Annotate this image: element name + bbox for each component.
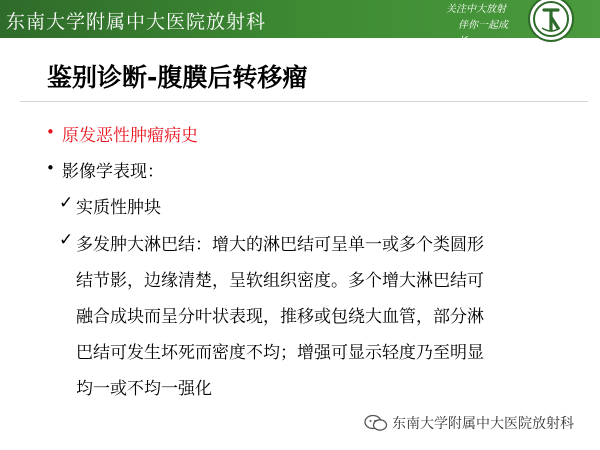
check-item-lymph-line-4: 巴结可发生坏死而密度不均；增强可显示轻度乃至明显: [76, 343, 484, 363]
footer-watermark: 东南大学附属中大医院放射科: [392, 416, 574, 432]
slogan-line-1: 关注中大放射: [446, 4, 506, 15]
wechat-icon: [364, 414, 388, 436]
header-bar: [0, 0, 600, 47]
check-item-mass: 实质性肿块: [76, 198, 161, 218]
check-item-lymph-line-3: 融合成块而呈分叶状表现，推移或包绕大血管，部分淋: [76, 307, 484, 327]
check-item-lymph-line-2: 结节影，边缘清楚，呈软组织密度。多个增大淋巴结可: [76, 271, 484, 291]
title-divider: [20, 101, 588, 102]
bullet-marker: •: [46, 159, 55, 177]
check-item-lymph-line-1: 多发肿大淋巴结：增大的淋巴结可呈单一或多个类圆形: [76, 235, 484, 255]
bullet-item-imaging: 影像学表现：: [62, 162, 164, 182]
header-slogan: [436, 2, 516, 50]
check-icon: ✓: [59, 193, 74, 213]
bullet-marker: •: [46, 123, 55, 141]
header-title: 东南大学附属中大医院放射科: [6, 11, 267, 33]
slogan-line-2: 伴你一起成长: [458, 20, 508, 47]
bullet-item-history: 原发恶性肿瘤病史: [62, 126, 198, 146]
slide-title: 鉴别诊断-腹膜后转移瘤: [47, 63, 308, 92]
hospital-logo-icon: [528, 0, 574, 42]
check-item-lymph-line-5: 均一或不均一强化: [76, 379, 212, 399]
check-icon: ✓: [59, 230, 74, 250]
